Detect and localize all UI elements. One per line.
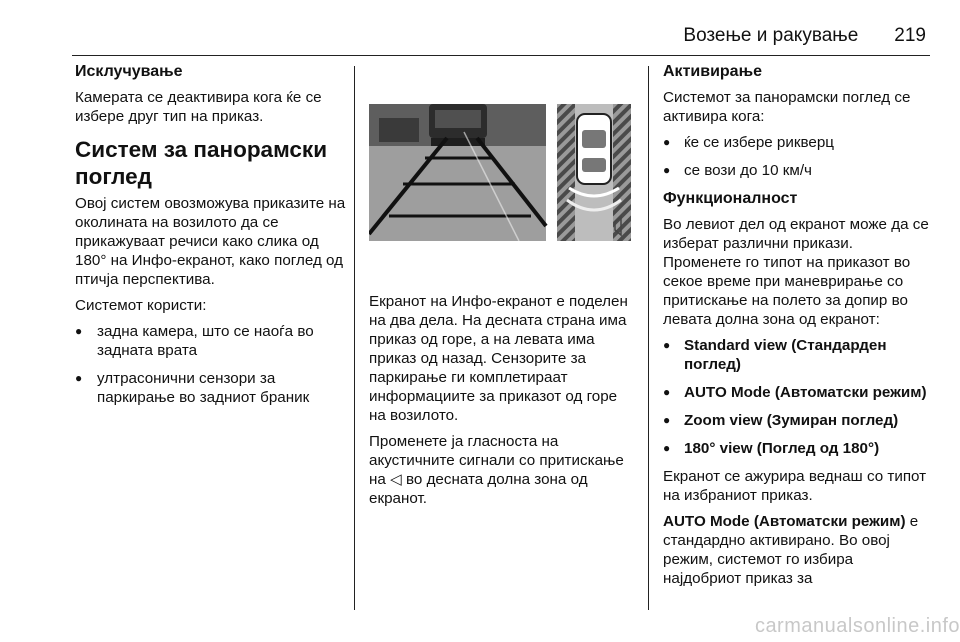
list-view-types xyxy=(663,336,933,458)
paragraph-volume: Променете ја гласноста на акустичните сигнали со притискање на ◁ во десната долна зона од екранот. xyxy=(369,433,624,507)
watermark: carmanualsonline.info xyxy=(754,615,960,637)
heading-functionality: Функционалност xyxy=(663,190,798,207)
column-right xyxy=(663,62,933,595)
list-system-components xyxy=(75,322,347,407)
paragraph-screen-split: Екранот на Инфо-екранот е поделен на два дела. На десната страна има приказ од горе, а на левата има приказ од назад. Сензорите за паркирање ги комплетираат информациите за приказот од горе на возилото. xyxy=(369,293,628,424)
list-item: ● 180° view (Поглед од 180°) xyxy=(663,439,933,458)
page-header xyxy=(683,25,926,47)
camera-display-figure xyxy=(369,104,631,241)
list-item: ● Standard view (Стандарден поглед) xyxy=(663,336,933,374)
list-item: ● задна камера, што се наоѓа во задната врата xyxy=(75,322,347,360)
paragraph-deactivation: Камерата се деактивира кога ќе се избере друг тип на приказ. xyxy=(75,89,322,125)
column-divider-2 xyxy=(648,66,649,610)
heading-deactivation: Исклучување xyxy=(75,63,183,80)
heading-activation: Активирање xyxy=(663,63,762,80)
paragraph-activation: Системот за панорамски поглед се активира кога: xyxy=(663,89,911,125)
camera-display-illustration xyxy=(369,104,631,241)
header-divider xyxy=(72,55,930,56)
paragraph-system-uses: Системот користи: xyxy=(75,297,207,314)
list-item: ● AUTO Mode (Автоматски режим) xyxy=(663,383,933,402)
column-middle xyxy=(369,292,637,515)
top-view-panel xyxy=(557,104,631,241)
column-left xyxy=(75,62,347,416)
rear-view-panel xyxy=(369,104,546,241)
list-item: ● се вози до 10 км/ч xyxy=(663,161,933,180)
paragraph-auto-mode: AUTO Mode (Автоматски режим) е стандардно активирано. Во овој режим, системот го избира најдобриот приказ за xyxy=(663,513,919,587)
volume-triangle-icon: ◁ xyxy=(390,471,402,488)
column-divider-1 xyxy=(354,66,355,610)
list-item: ● ултрасонични сензори за паркирање во задниот браник xyxy=(75,369,347,407)
paragraph-system-description: Овој систем овозможува приказите на околината на возилото да се прикажуваат речиси како слика од 180° на Инфо-екранот, како поглед од птичја перспектива. xyxy=(75,195,346,288)
heading-panoramic-system: Систем за панорамски поглед xyxy=(75,137,328,189)
page-number: 219 xyxy=(894,25,926,46)
paragraph-functionality: Во левиот дел од екранот може да се изберат различни прикази. Променете го типот на приказот во секое време при маневрирање со притискање на полето за допир во левата долна зона од екранот: xyxy=(663,216,929,328)
header-title: Возење и ракување xyxy=(683,25,859,46)
list-item: ● ќе се избере рикверц xyxy=(663,133,933,152)
list-item: ● Zoom view (Зумиран поглед) xyxy=(663,411,933,430)
list-activation-conditions xyxy=(663,133,933,180)
paragraph-screen-update: Екранот се ажурира веднаш со типот на избраниот приказ. xyxy=(663,468,927,504)
